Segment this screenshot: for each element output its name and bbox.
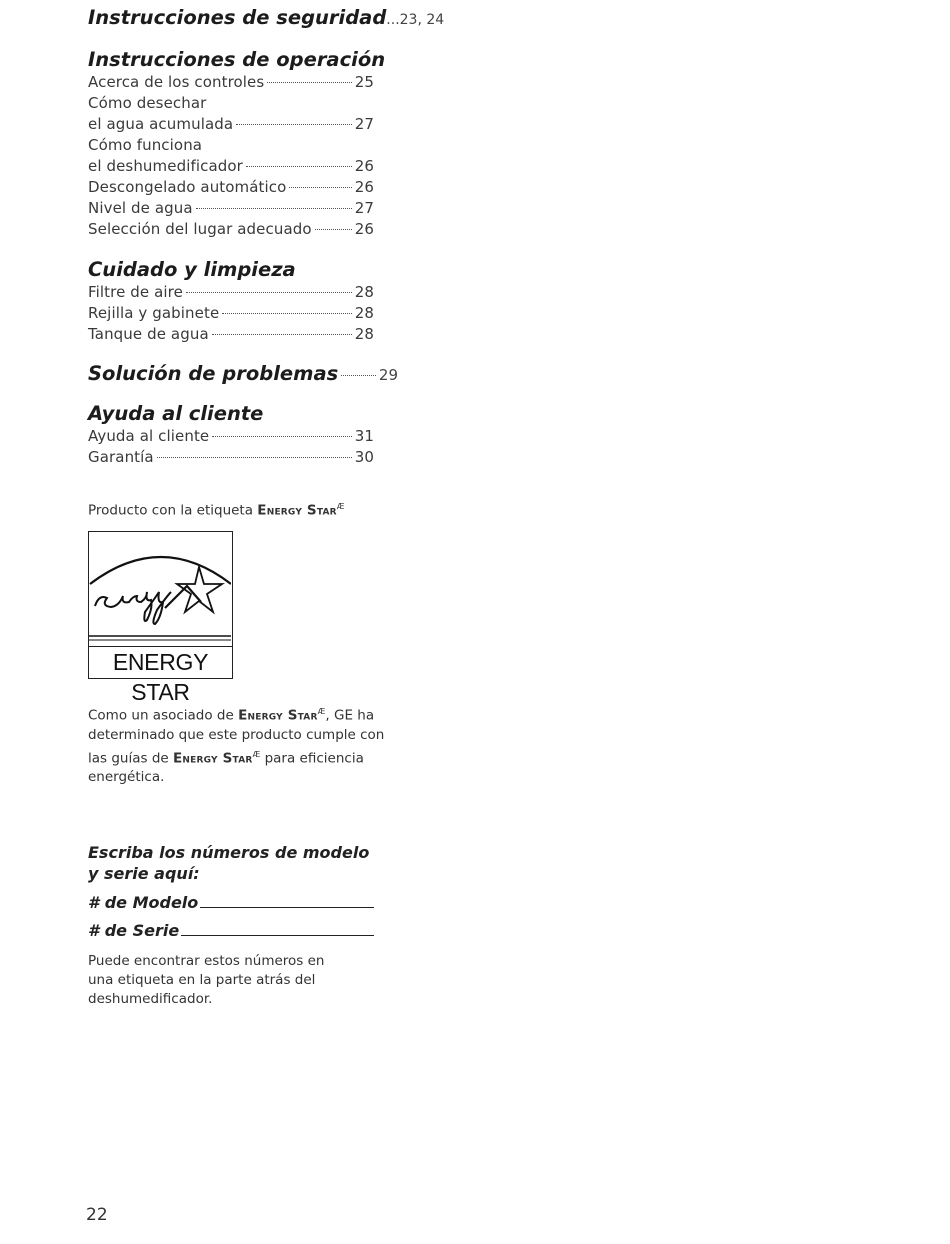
- toc-entry-label: el agua acumulada: [88, 115, 234, 133]
- toc-entry-label: Filtre de aire: [88, 283, 183, 301]
- toc-entry-page: 31: [354, 427, 374, 445]
- toc-entry-page: 26: [354, 220, 374, 238]
- toc-entry-page: 26: [354, 178, 374, 196]
- page-number: 22: [86, 1205, 108, 1225]
- energy-intro: [88, 497, 388, 521]
- toc-entry-label: Ayuda al cliente: [88, 427, 210, 445]
- toc-entry: [88, 114, 374, 135]
- energy-paragraph: [88, 702, 398, 787]
- serial-number-blank[interactable]: [181, 921, 374, 936]
- toc-entry-page: 28: [354, 304, 374, 322]
- leader-dots: [196, 208, 352, 209]
- toc-entry: [88, 219, 374, 240]
- toc-entry-label: el deshumedificador: [88, 157, 243, 175]
- toc-entry-page: 30: [354, 448, 374, 466]
- toc-troubleshooting: [88, 362, 398, 386]
- model-number-label: # de Modelo: [88, 893, 199, 912]
- leader-dots: [289, 187, 351, 188]
- leader-dots: [341, 375, 376, 376]
- section-title-safety: [88, 6, 445, 32]
- toc-entry-label: Nivel de agua: [88, 199, 193, 217]
- toc-entry-page: 27: [354, 115, 374, 133]
- toc-entry-label: Cómo funciona: [88, 136, 203, 154]
- leader-dots: [315, 229, 352, 230]
- leader-dots: [236, 124, 352, 125]
- toc-entry-label: Tanque de agua: [88, 325, 209, 343]
- toc-entry-label: Rejilla y gabinete: [88, 304, 220, 322]
- energy-brand-text: Energy Star: [238, 707, 318, 724]
- toc-entry: [88, 156, 374, 177]
- energy-mark: Æ: [252, 749, 261, 759]
- toc-entry-label: Acerca de los controles: [88, 73, 265, 91]
- energy-mark: Æ: [317, 707, 326, 716]
- serial-title-line2: y serie aquí:: [88, 864, 200, 883]
- toc-entry-page: 28: [354, 325, 374, 343]
- toc-entry-label: Selección del lugar adecuado: [88, 220, 312, 238]
- energy-para-3: para eficiencia energética.: [88, 750, 364, 785]
- section-title-operation: Instrucciones de operación: [88, 48, 386, 71]
- energy-intro-text: Producto con la etiqueta: [88, 502, 253, 519]
- leader-dots: [246, 166, 352, 167]
- energy-para-2: , GE ha determinado que este producto cumple con las guías de: [88, 707, 385, 766]
- leader-dots: [157, 457, 352, 458]
- toc-entry: [88, 447, 374, 468]
- toc-entry-page: 28: [354, 283, 374, 301]
- serial-title-line1: Escriba los números de modelo: [88, 843, 370, 862]
- toc-entry: [88, 135, 374, 156]
- toc-entry-page: 25: [354, 73, 374, 91]
- serial-number-field[interactable]: [88, 921, 374, 940]
- toc-entry: [88, 426, 374, 447]
- toc-entry-page: 27: [354, 199, 374, 217]
- toc-entry-label: Cómo desechar: [88, 94, 207, 112]
- energy-brand-text: Energy Star: [257, 502, 337, 519]
- leader-dots: [267, 82, 351, 83]
- section-title-customer: Ayuda al cliente: [88, 402, 264, 425]
- energy-para-1: Como un asociado de: [88, 707, 234, 724]
- operation-items: [88, 72, 374, 240]
- section-title-safety-text: Instrucciones de seguridad: [88, 6, 387, 29]
- toc-safety: [88, 6, 445, 32]
- troubleshooting-row: [88, 362, 398, 386]
- section-title-care: Cuidado y limpieza: [88, 258, 296, 281]
- section-title-troubleshooting: Solución de problemas: [88, 362, 339, 385]
- section-safety-pages: ...23, 24: [386, 12, 445, 28]
- toc-customer: [88, 402, 374, 468]
- toc-entry-page: 26: [354, 157, 374, 175]
- model-number-blank[interactable]: [200, 893, 374, 908]
- energy-star-logo-label: ENERGY STAR: [89, 646, 232, 678]
- toc-entry: [88, 324, 374, 345]
- model-number-field[interactable]: [88, 893, 374, 912]
- toc-care: [88, 258, 374, 345]
- energy-star-logo: [88, 531, 233, 705]
- toc-entry: [88, 93, 374, 114]
- toc-entry: [88, 177, 374, 198]
- toc-entry-label: Descongelado automático: [88, 178, 287, 196]
- leader-dots: [212, 334, 352, 335]
- serial-section: [88, 842, 398, 1009]
- section-troubleshooting-page: 29: [378, 366, 398, 384]
- toc-entry: [88, 72, 374, 93]
- energy-mark: Æ: [336, 502, 345, 511]
- energy-brand-text: Energy Star: [173, 750, 253, 766]
- serial-number-label: # de Serie: [88, 921, 180, 940]
- toc-entry-label: Garantía: [88, 448, 154, 466]
- toc-entry: [88, 303, 374, 324]
- leader-dots: [222, 313, 351, 314]
- toc-entry: [88, 198, 374, 219]
- serial-note: Puede encontrar estos números en una etiqueta en la parte atrás del deshumedificador.: [88, 953, 325, 1007]
- energy-star-logo-graphic: [89, 532, 231, 646]
- toc-operation: [88, 48, 386, 240]
- toc-entry: [88, 282, 374, 303]
- leader-dots: [212, 436, 351, 437]
- leader-dots: [186, 292, 352, 293]
